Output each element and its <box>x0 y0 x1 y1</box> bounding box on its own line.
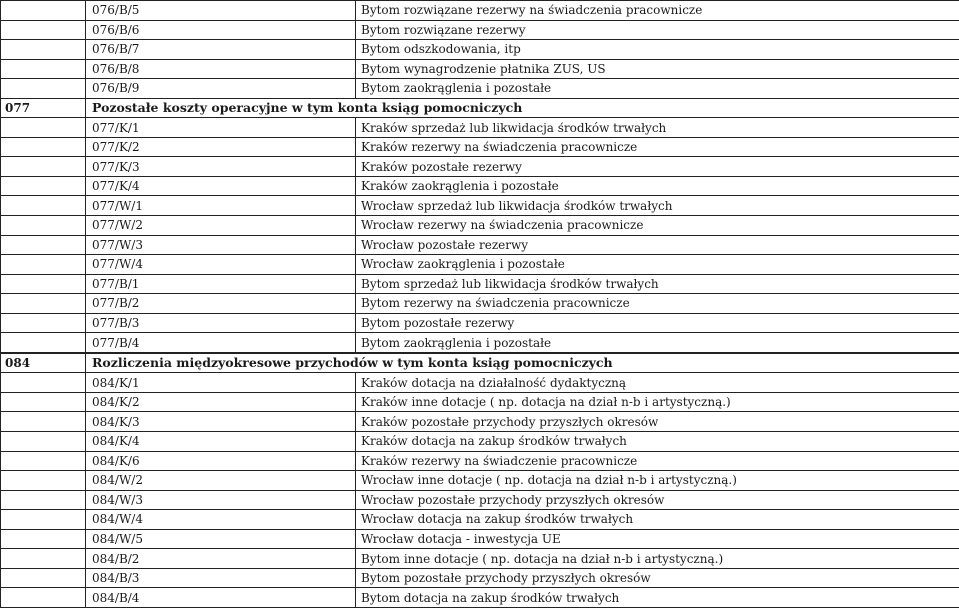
account-code: 077/B/2 <box>86 294 356 314</box>
account-code: 084/W/4 <box>86 510 356 530</box>
account-description: Kraków pozostałe rezerwy <box>356 157 959 177</box>
account-number-cell <box>1 568 86 588</box>
account-item-row <box>1 471 959 491</box>
account-code: 084/B/2 <box>86 549 356 569</box>
account-item-row <box>1 176 959 196</box>
account-code: 077/W/2 <box>86 216 356 236</box>
account-number-cell <box>1 490 86 510</box>
account-number-cell <box>1 333 86 353</box>
account-item-row <box>1 1 959 21</box>
account-number-cell <box>1 451 86 471</box>
account-group-title: Rozliczenia międzyokresowe przychodów w tym konta ksiąg pomocniczych <box>86 353 959 373</box>
account-code: 084/W/3 <box>86 490 356 510</box>
account-number-cell <box>1 157 86 177</box>
account-description: Bytom dotacja na zakup środków trwałych <box>356 588 959 608</box>
account-number-cell <box>1 294 86 314</box>
account-description: Kraków sprzedaż lub likwidacja środków trwałych <box>356 118 959 138</box>
account-description: Wrocław pozostałe rezerwy <box>356 235 959 255</box>
account-item-row <box>1 294 959 314</box>
account-item-row <box>1 255 959 275</box>
account-group-row <box>1 98 959 118</box>
account-item-row <box>1 235 959 255</box>
account-item-row <box>1 313 959 333</box>
account-number-cell <box>1 176 86 196</box>
account-description: Wrocław zaokrąglenia i pozostałe <box>356 255 959 275</box>
account-code: 077/W/1 <box>86 196 356 216</box>
account-number-cell <box>1 20 86 40</box>
account-code: 077/K/1 <box>86 118 356 138</box>
account-number-cell <box>1 392 86 412</box>
account-item-row <box>1 392 959 412</box>
account-number-cell <box>1 79 86 99</box>
account-code: 076/B/8 <box>86 59 356 79</box>
account-group-number: 077 <box>1 98 86 118</box>
account-item-row <box>1 568 959 588</box>
account-code: 084/W/2 <box>86 471 356 491</box>
account-description: Bytom zaokrąglenia i pozostałe <box>356 333 959 353</box>
account-code: 084/K/2 <box>86 392 356 412</box>
account-code: 084/B/4 <box>86 588 356 608</box>
account-item-row <box>1 216 959 236</box>
account-description: Kraków rezerwy na świadczenie pracownicze <box>356 451 959 471</box>
account-description: Kraków rezerwy na świadczenia pracownicze <box>356 137 959 157</box>
account-description: Bytom rozwiązane rezerwy na świadczenia pracownicze <box>356 1 959 21</box>
account-item-row <box>1 118 959 138</box>
account-code: 077/W/4 <box>86 255 356 275</box>
account-description: Bytom odszkodowania, itp <box>356 40 959 60</box>
account-number-cell <box>1 471 86 491</box>
account-code: 076/B/5 <box>86 1 356 21</box>
account-number-cell <box>1 373 86 393</box>
account-description: Bytom sprzedaż lub likwidacja środków trwałych <box>356 274 959 294</box>
account-number-cell <box>1 216 86 236</box>
account-code: 084/B/3 <box>86 568 356 588</box>
account-number-cell <box>1 118 86 138</box>
account-description: Kraków inne dotacje ( np. dotacja na dział n-b i artystyczną.) <box>356 392 959 412</box>
account-number-cell <box>1 59 86 79</box>
account-description: Bytom wynagrodzenie płatnika ZUS, US <box>356 59 959 79</box>
account-description: Kraków pozostałe przychody przyszłych okresów <box>356 412 959 432</box>
account-description: Bytom pozostałe przychody przyszłych okresów <box>356 568 959 588</box>
account-code: 076/B/9 <box>86 79 356 99</box>
account-number-cell <box>1 255 86 275</box>
account-item-row <box>1 490 959 510</box>
account-description: Kraków zaokrąglenia i pozostałe <box>356 176 959 196</box>
account-number-cell <box>1 432 86 452</box>
account-item-row <box>1 432 959 452</box>
account-number-cell <box>1 137 86 157</box>
account-item-row <box>1 373 959 393</box>
account-item-row <box>1 412 959 432</box>
account-group-title: Pozostałe koszty operacyjne w tym konta ksiąg pomocniczych <box>86 98 959 118</box>
account-item-row <box>1 157 959 177</box>
account-number-cell <box>1 196 86 216</box>
account-item-row <box>1 451 959 471</box>
account-number-cell <box>1 510 86 530</box>
account-code: 084/W/5 <box>86 529 356 549</box>
account-description: Bytom pozostałe rezerwy <box>356 313 959 333</box>
account-description: Kraków dotacja na zakup środków trwałych <box>356 432 959 452</box>
account-code: 077/B/4 <box>86 333 356 353</box>
account-code: 077/B/1 <box>86 274 356 294</box>
account-number-cell <box>1 549 86 569</box>
account-code: 076/B/7 <box>86 40 356 60</box>
account-item-row <box>1 40 959 60</box>
account-item-row <box>1 20 959 40</box>
account-number-cell <box>1 235 86 255</box>
accounts-table-body <box>1 1 959 608</box>
account-code: 084/K/6 <box>86 451 356 471</box>
account-code: 084/K/1 <box>86 373 356 393</box>
account-item-row <box>1 137 959 157</box>
account-description: Wrocław sprzedaż lub likwidacja środków trwałych <box>356 196 959 216</box>
account-code: 077/K/3 <box>86 157 356 177</box>
account-number-cell <box>1 412 86 432</box>
account-code: 077/K/4 <box>86 176 356 196</box>
account-number-cell <box>1 313 86 333</box>
account-group-number: 084 <box>1 353 86 373</box>
account-description: Bytom inne dotacje ( np. dotacja na dział n-b i artystyczną.) <box>356 549 959 569</box>
account-description: Bytom rozwiązane rezerwy <box>356 20 959 40</box>
account-item-row <box>1 588 959 608</box>
account-number-cell <box>1 588 86 608</box>
account-item-row <box>1 510 959 530</box>
account-code: 077/B/3 <box>86 313 356 333</box>
account-number-cell <box>1 529 86 549</box>
account-description: Wrocław pozostałe przychody przyszłych okresów <box>356 490 959 510</box>
account-code: 084/K/3 <box>86 412 356 432</box>
account-description: Bytom rezerwy na świadczenia pracownicze <box>356 294 959 314</box>
account-description: Wrocław dotacja - inwestycja UE <box>356 529 959 549</box>
account-item-row <box>1 333 959 353</box>
account-description: Wrocław inne dotacje ( np. dotacja na dział n-b i artystyczną.) <box>356 471 959 491</box>
account-description: Wrocław dotacja na zakup środków trwałych <box>356 510 959 530</box>
account-code: 076/B/6 <box>86 20 356 40</box>
account-code: 077/K/2 <box>86 137 356 157</box>
account-item-row <box>1 79 959 99</box>
account-group-row <box>1 353 959 373</box>
account-number-cell <box>1 40 86 60</box>
account-description: Wrocław rezerwy na świadczenia pracownicze <box>356 216 959 236</box>
account-code: 084/K/4 <box>86 432 356 452</box>
account-item-row <box>1 196 959 216</box>
account-description: Kraków dotacja na działalność dydaktyczną <box>356 373 959 393</box>
account-item-row <box>1 59 959 79</box>
account-item-row <box>1 529 959 549</box>
account-number-cell <box>1 1 86 21</box>
account-item-row <box>1 549 959 569</box>
account-number-cell <box>1 274 86 294</box>
account-description: Bytom zaokrąglenia i pozostałe <box>356 79 959 99</box>
account-item-row <box>1 274 959 294</box>
account-code: 077/W/3 <box>86 235 356 255</box>
